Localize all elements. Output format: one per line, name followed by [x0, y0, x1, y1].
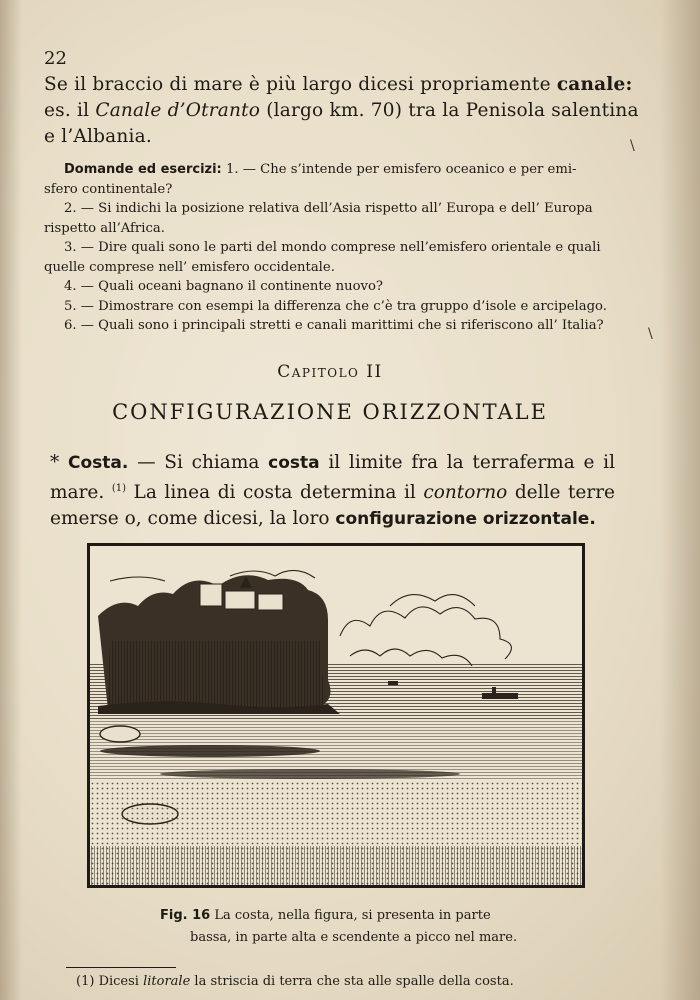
exercise-6: 6. — Quali sono i principali stretti e canali marittimi che si riferiscono all’ Italia?: [64, 318, 604, 333]
costa-text-3: La linea di costa determina il: [133, 482, 416, 504]
footnote-number: (1): [76, 974, 95, 989]
term-costa: Costa.: [67, 453, 129, 473]
exercise-1-line-1: 1. — Che s’intende per emisfero oceanico e per emi-: [225, 162, 577, 177]
exercise-2-line-2: rispetto all’Africa.: [44, 220, 165, 236]
costa-paragraph: [50, 450, 615, 532]
coast-illustration: [90, 546, 582, 885]
term-litorale: litorale: [143, 974, 191, 989]
intro-text-1: Se il braccio di mare è più largo dicesi propriamente: [44, 74, 551, 95]
exercise-5: 5. — Dimostrare con esempi la differenza che c’è tra gruppo d’isole e arcipelago.: [64, 298, 607, 314]
term-configurazione: configurazione orizzontale.: [335, 509, 596, 530]
exercise-3-line-2: quelle comprese nell’ emisfero occidentale.: [44, 259, 335, 275]
caption-line-2: bassa, in parte alta e scendente a picco nel mare.: [190, 930, 518, 945]
term-contorno: contorno: [423, 482, 508, 504]
exercise-1: [44, 160, 644, 180]
intro-paragraph: [44, 72, 644, 150]
pencil-mark: \: [630, 138, 635, 154]
intro-colon: :: [625, 74, 633, 95]
footnote-ref: (1): [111, 483, 126, 494]
term-canale: canale: [556, 74, 626, 95]
footnote-text-2: la striscia di terra che sta alle spalle della costa.: [194, 974, 514, 989]
footnote: [76, 974, 636, 989]
costa-text-1: — Si chiama: [137, 452, 260, 473]
chapter-title: CONFIGURAZIONE ORIZZONTALE: [112, 400, 548, 424]
star-mark: *: [50, 452, 60, 473]
exercise-4: 4. — Quali oceani bagnano il continente nuovo?: [64, 279, 384, 294]
exercise-1-line-2: sfero continentale?: [44, 181, 173, 197]
term-costa-bold: costa: [268, 453, 320, 473]
caption-line-1: La costa, nella figura, si presenta in parte: [214, 908, 491, 923]
intro-text-4: e l’Albania.: [44, 126, 152, 147]
coast-engraving: [87, 543, 585, 888]
binding-shadow: [0, 0, 22, 1000]
page-edge-shadow: [660, 0, 700, 1000]
exercise-2-line-1: 2. — Si indichi la posizione relativa dell’Asia rispetto all’ Europa e dell’ Europa: [64, 201, 593, 216]
footnote-text-1: Dicesi: [98, 974, 139, 989]
exercises-section: [44, 160, 644, 336]
pencil-tick: \: [648, 326, 653, 342]
costa-text-2: il limite fra la terraferma e il mare.: [50, 452, 615, 504]
intro-text-2: es. il: [44, 100, 90, 121]
term-canale-otranto: Canale d’Otranto: [95, 100, 261, 121]
page-number: 22: [44, 48, 67, 69]
figure-label: Fig. 16: [160, 908, 211, 923]
costa-text-4: delle terre emerse o, come dicesi, la loro: [50, 482, 615, 530]
chapter-label: Capitolo II: [277, 362, 383, 382]
exercises-heading: Domande ed esercizi:: [64, 162, 222, 177]
exercise-3-line-1: 3. — Dire quali sono le parti del mondo comprese nell’emisfero orientale e quali: [64, 240, 601, 255]
intro-text-3: (largo km. 70) tra la Penisola salentina: [266, 100, 639, 121]
figure-caption: [160, 905, 560, 949]
footnote-rule: [66, 967, 176, 968]
